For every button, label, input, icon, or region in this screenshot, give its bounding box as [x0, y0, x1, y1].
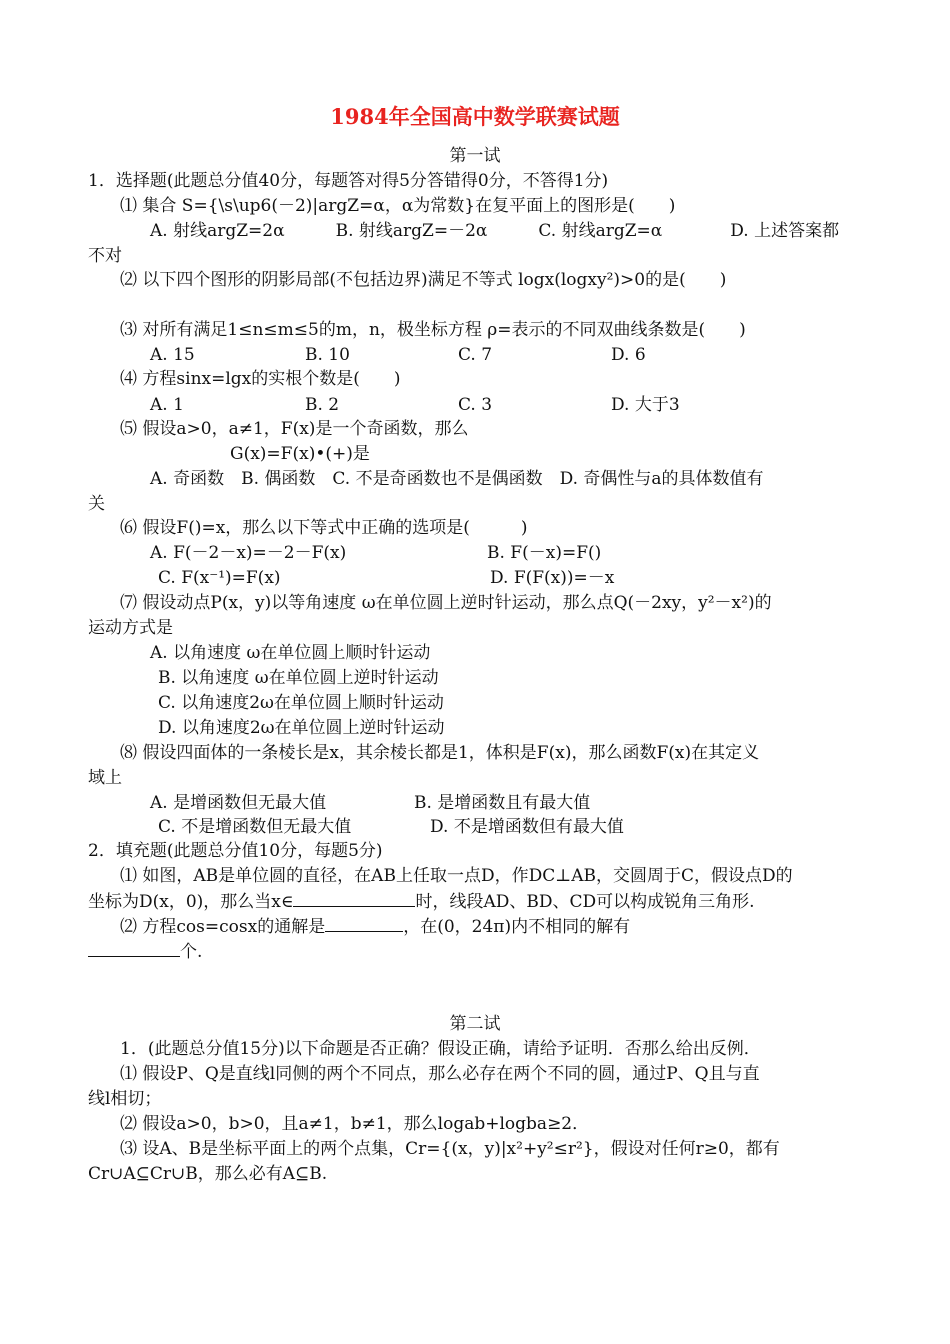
q4-option-a: A. 1 [150, 395, 184, 415]
q8-option-b: B. 是增函数且有最大值 [414, 793, 591, 813]
q6-stem: ⑹ 假设F()=x，那么以下等式中正确的选项是( ) [120, 518, 528, 538]
q7-option-b: B. 以角速度 ω在单位圆上逆时针运动 [158, 668, 439, 688]
q3-option-c: C. 7 [458, 345, 493, 365]
q8-option-c: C. 不是增函数但无最大值 [158, 817, 352, 837]
fill2-text-end: 个. [180, 942, 203, 962]
p2-item1: ⑴ 假设P、Q是直线l同侧的两个不同点，那么必存在两个不同的圆，通过P、Q且与直 [120, 1064, 760, 1084]
q7-option-a: A. 以角速度 ω在单位圆上顺时针运动 [150, 643, 431, 663]
q4-stem: ⑷ 方程sinx=lgx的实根个数是( ) [120, 369, 401, 389]
q8-stem-cont: 域上 [88, 768, 122, 788]
q6-option-b: B. F(－x)=F() [487, 543, 602, 563]
q1-options-cont: 不对 [88, 246, 122, 266]
fill2-text-pre: ⑵ 方程cos=cosx的通解是 [120, 917, 326, 937]
q7-option-d: D. 以角速度2ω在单位圆上逆时针运动 [158, 718, 445, 738]
part1-heading: 第一试 [449, 146, 501, 166]
fill1-text-pre: 坐标为D(x，0)，那么当x∈ [88, 892, 294, 912]
p2-q1: 1．(此题总分值15分)以下命题是否正确？假设正确，请给予证明．否那么给出反例． [120, 1039, 761, 1059]
q7-option-c: C. 以角速度2ω在单位圆上顺时针运动 [158, 693, 444, 713]
part2-heading: 第二试 [449, 1014, 501, 1034]
q3-stem: ⑶ 对所有满足1≤n≤m≤5的m，n，极坐标方程 ρ=表示的不同双曲线条数是( ) [120, 320, 746, 340]
q5-options: A. 奇函数 B. 偶函数 C. 不是奇函数也不是偶函数 D. 奇偶性与a的具体数值有 [150, 469, 764, 489]
fill2-count-blank [88, 940, 180, 957]
q6-option-d: D. F(F(x))=－x [490, 568, 615, 588]
q5-formula: G(x)=F(x)•(+)是 [230, 444, 370, 464]
p2-item1-cont: 线l相切； [88, 1089, 162, 1109]
fill1-text-post: 时，线段AD、BD、CD可以构成锐角三角形. [415, 892, 755, 912]
q4-option-b: B. 2 [305, 395, 340, 415]
section2-heading: 2．填充题(此题总分值10分，每题5分) [88, 841, 383, 861]
q6-option-a: A. F(－2－x)=－2－F(x) [150, 543, 347, 563]
q7-stem: ⑺ 假设动点P(x，y)以等角速度 ω在单位圆上逆时针运动，那么点Q(－2xy，y²－x²)的 [120, 593, 772, 613]
p2-item2: ⑵ 假设a>0，b>0，且a≠1，b≠1，那么logab+logba≥2． [120, 1114, 590, 1134]
section1-heading: 1．选择题(此题总分值40分，每题答对得5分答错得0分，不答得1分) [88, 171, 609, 191]
fill2-text-post: ，在(0，24π)内不相同的解有 [403, 917, 631, 937]
q8-option-a: A. 是增函数但无最大值 [150, 793, 327, 813]
page-title: 1984年全国高中数学联赛试题 [330, 104, 620, 129]
q3-option-a: A. 15 [150, 345, 195, 365]
q2-stem: ⑵ 以下四个图形的阴影局部(不包括边界)满足不等式 logx(logxy²)>0的是( ) [120, 270, 727, 290]
q4-option-d: D. 大于3 [611, 395, 680, 415]
fill2-line1 [120, 915, 630, 938]
fill1-answer-blank [293, 890, 415, 907]
q8-stem: ⑻ 假设四面体的一条棱长是x，其余棱长都是1，体积是F(x)，那么函数F(x)在其定义 [120, 743, 760, 763]
fill2-line2 [88, 940, 202, 963]
q5-options-cont: 关 [88, 494, 105, 514]
p2-item3-cont: Cr∪A⊆Cr∪B，那么必有A⊆B. [88, 1164, 328, 1184]
q6-option-c: C. F(x⁻¹)=F(x) [158, 568, 281, 588]
q4-option-c: C. 3 [458, 395, 493, 415]
q1-options: A. 射线argZ=2α B. 射线argZ=－2α C. 射线argZ=α D. 上述答案都 [150, 221, 840, 241]
q7-stem-cont: 运动方式是 [88, 618, 173, 638]
q1-stem: ⑴ 集合 S={\s\up6(－2)|argZ=α，α为常数}在复平面上的图形是( ) [120, 196, 676, 216]
q3-option-b: B. 10 [305, 345, 350, 365]
fill1-line2 [88, 890, 755, 913]
fill2-answer-blank [325, 915, 403, 932]
q5-stem: ⑸ 假设a>0，a≠1，F(x)是一个奇函数，那么 [120, 419, 469, 439]
q8-option-d: D. 不是增函数但有最大值 [430, 817, 624, 837]
q3-option-d: D. 6 [611, 345, 646, 365]
fill1-line1: ⑴ 如图，AB是单位圆的直径，在AB上任取一点D，作DC⊥AB，交圆周于C，假设点D的 [120, 866, 793, 886]
p2-item3: ⑶ 设A、B是坐标平面上的两个点集，Cr={(x，y)|x²+y²≤r²}，假设对任何r≥0，都有 [120, 1139, 780, 1159]
